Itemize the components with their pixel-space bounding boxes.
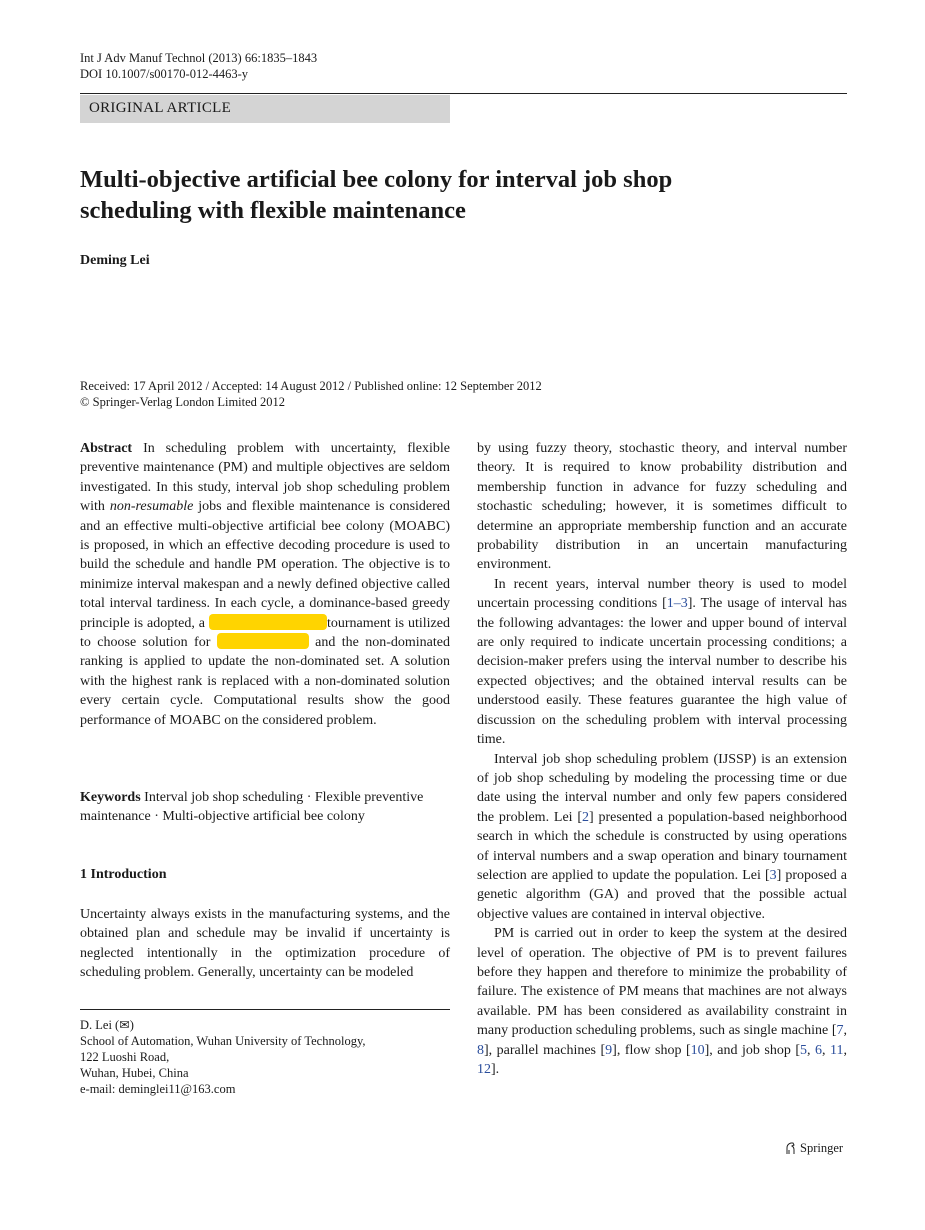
publication-dates <box>80 378 542 410</box>
article-type: ORIGINAL ARTICLE <box>89 100 232 116</box>
footnote-road: 122 Luoshi Road, <box>80 1050 170 1064</box>
abstract-text-d: and the non-dominated ranking is applied to update the non-dominated set. A solution with the highest rank is replaced with a non-dominated solution every certain cycle. Computational results show the good performance of MOABC on the considered problem. <box>80 635 451 728</box>
text: Interval job shop scheduling problem (IJSSP) is an extension of job shop scheduling by modeling the processing time or due date using the interval number and only few papers considered the problem. Lei [ <box>477 751 847 825</box>
author-name: Deming Lei <box>80 253 150 268</box>
text: ], parallel machines [ <box>484 1042 606 1058</box>
footnote-city: Wuhan, Hubei, China <box>80 1066 189 1080</box>
article-type-banner <box>80 95 450 123</box>
intro-text: Uncertainty always exists in the manufacturing systems, and the obtained plan and schedule may be invalid if uncertainty is neglected intentionally in the optimization procedure of scheduling problem. Generally, uncertainty can be modeled <box>80 907 450 981</box>
abstract-label: Abstract <box>80 441 133 456</box>
redaction-highlight <box>217 633 309 649</box>
text: ] presented a population-based neighborhood search in which the schedule is constructed by using operations of interval numbers and a swap operation and binary tournament selection are applied to update the population. Lei [ <box>477 809 847 883</box>
doi: DOI 10.1007/s00170-012-4463-y <box>80 67 249 81</box>
citation-link[interactable]: 1–3 <box>666 596 688 612</box>
abstract-text-b: jobs and flexible maintenance is considered and an effective multi-objective artificial bee colony (MOABC) is proposed, in which an effective decoding procedure is used to build the schedule and handle PM operation. The objective is to minimize interval makespan and a newly defined objective called total interval tardiness. In each cycle, a dominance-based greedy principle is adopted, a <box>80 499 451 631</box>
dates-line: Received: 17 April 2012 / Accepted: 14 August 2012 / Published online: 12 September 2012 <box>80 379 542 393</box>
footnote-email[interactable]: e-mail: deminglei11@163.com <box>80 1082 236 1096</box>
text: ], and job shop [ <box>704 1042 801 1058</box>
citation-link[interactable]: 5 <box>800 1042 808 1058</box>
publisher-mark <box>785 1141 843 1156</box>
right-column <box>477 439 847 1079</box>
citation-link[interactable]: 11 <box>830 1042 844 1058</box>
section-heading: 1 Introduction <box>80 867 167 882</box>
right-paragraph-3 <box>477 750 847 925</box>
citation-link[interactable]: 3 <box>769 867 777 883</box>
text: ]. The usage of interval has the following advantages: the lower and upper bound of interval are only required to indicate uncertain processing conditions; a decision-maker prefers using the interval number to describe his expected objectives; and the obtained interval results can be understood easily. These features guarantee the high value of discussion on the scheduling problem with interval processing time. <box>477 596 847 748</box>
citation-link[interactable]: 6 <box>815 1042 823 1058</box>
abstract-text-a: In scheduling problem with uncertainty, flexible preventive maintenance (PM) and multiple objectives are seldom investigated. In this study, interval job shop scheduling problem with <box>80 441 450 515</box>
abstract <box>80 439 450 730</box>
text: ], flow shop [ <box>612 1042 691 1058</box>
copyright-line: © Springer-Verlag London Limited 2012 <box>80 395 286 409</box>
text: ] proposed a genetic algorithm (GA) and proved that the possible actual objective values are contained in interval objective. <box>477 867 848 922</box>
footnote-rule <box>80 1009 450 1010</box>
text: PM is carried out in order to keep the system at the desired level of operation. The objective of PM is to prevent failures before they happen and therefore to minimize the probability of failure. The existence of PM means that machines are not always available. PM has been considered as availability constraint in many production scheduling problems, such as single machine [ <box>477 926 847 1039</box>
keywords-label: Keywords <box>80 790 141 805</box>
citation-link[interactable]: 7 <box>836 1023 844 1039</box>
citation-link[interactable]: 9 <box>605 1042 613 1058</box>
keywords <box>80 788 450 827</box>
right-paragraph-4 <box>477 924 847 1079</box>
abstract-italic: non-resumable <box>109 499 194 515</box>
citation-link[interactable]: 10 <box>690 1042 705 1058</box>
citation-link[interactable]: 2 <box>582 809 590 825</box>
text: ]. <box>491 1062 500 1077</box>
springer-horse-icon <box>785 1142 796 1155</box>
author-footnote <box>80 1017 366 1097</box>
keywords-text: Interval job shop scheduling · Flexible preventive maintenance · Multi-objective artificial bee colony <box>80 790 424 825</box>
abstract-text-c: tournament is utilized to choose solution for <box>80 615 450 651</box>
right-paragraph-1: by using fuzzy theory, stochastic theory, and interval number theory. It is required to know probability distribution and membership function in advance for fuzzy scheduling and stochastic scheduling; however, it is sometimes difficult to determine an appropriate membership function and an accurate probability distribution in an uncertain manufacturing environment. <box>477 441 847 573</box>
publisher-name: Springer <box>800 1141 844 1155</box>
intro-paragraph <box>80 905 450 983</box>
redaction-highlight <box>209 614 327 630</box>
journal-header <box>80 50 317 82</box>
text: , <box>822 1042 831 1058</box>
paper-title: Multi-objective artificial bee colony for interval job shop scheduling with flexible maintenance <box>80 166 673 224</box>
footnote-name: D. Lei (✉) <box>80 1018 134 1032</box>
footnote-affiliation: School of Automation, Wuhan University of Technology, <box>80 1034 366 1048</box>
text: , <box>807 1042 816 1058</box>
text: , <box>843 1042 848 1058</box>
header-rule <box>80 93 847 94</box>
citation-link[interactable]: 8 <box>477 1042 484 1058</box>
citation-link[interactable]: 12 <box>477 1062 491 1077</box>
text: , <box>843 1023 847 1039</box>
right-paragraph-2 <box>477 575 847 750</box>
text: In recent years, interval number theory is used to model uncertain processing conditions [ <box>477 576 847 612</box>
journal-citation: Int J Adv Manuf Technol (2013) 66:1835–1843 <box>80 51 318 65</box>
